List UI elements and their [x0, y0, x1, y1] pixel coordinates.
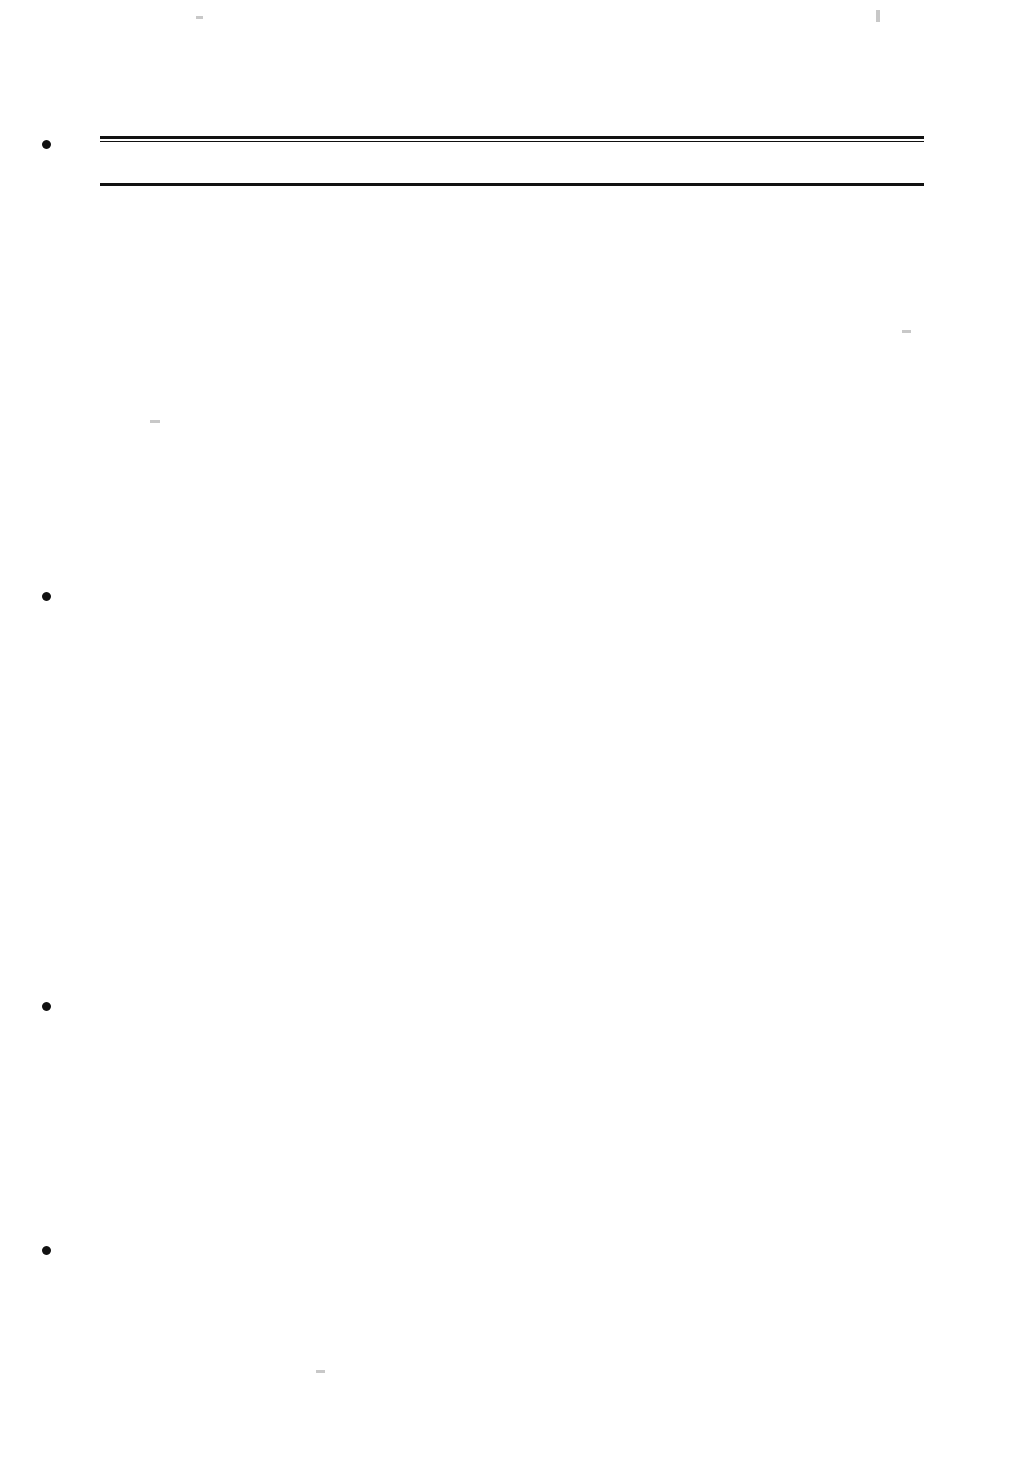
margin-dot — [42, 140, 51, 149]
table-second-rule — [100, 141, 924, 142]
margin-dot — [42, 1246, 51, 1255]
table-column-header — [100, 146, 924, 180]
margin-dot — [42, 1002, 51, 1011]
scan-speck — [150, 420, 160, 423]
margin-dot — [42, 592, 51, 601]
scan-speck — [876, 10, 880, 22]
table-top-rule — [100, 136, 924, 139]
scan-speck — [902, 330, 911, 333]
table-header-bottom-rule — [100, 183, 924, 186]
scan-speck — [316, 1370, 325, 1373]
scan-speck — [196, 16, 203, 19]
